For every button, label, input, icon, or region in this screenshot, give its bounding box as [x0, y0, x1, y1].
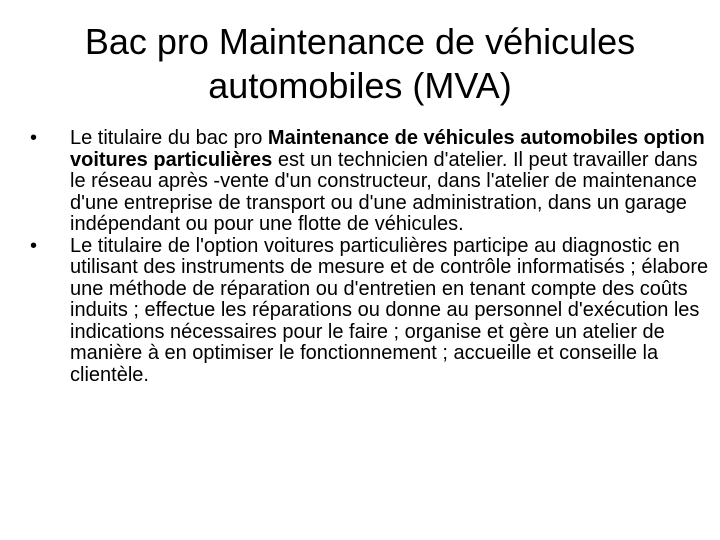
bullet-icon: •	[30, 127, 38, 149]
bullet-1-text-after: est un technicien d'atelier. Il peut travailler dans le réseau après -vente d'un constructeur, dans l'atelier de maintenance d'une entreprise de transport ou d'une administration, dans un garage indépendant ou pour une flotte de véhicules.	[70, 148, 698, 235]
bullet-1-text-before: Le titulaire du bac pro	[70, 127, 268, 149]
slide-title-line-1: Bac pro Maintenance de véhicules	[84, 21, 636, 62]
bullet-list	[26, 128, 710, 386]
bullet-2-text: Le titulaire de l'option voitures particulières participe au diagnostic en utilisant des instruments de mesure et de contrôle informatisés ; élabore une méthode de réparation ou d'entretien en tenant compte des coûts induits ; effectue les réparations ou donne au personnel d'exécution les indications nécessaires pour le faire ; organise et gère un atelier de manière à en optimiser le fonctionnement ; accueille et conseille la clientèle.	[70, 234, 709, 386]
slide-title	[36, 20, 684, 108]
bullet-item-1	[26, 128, 710, 236]
bullet-icon: •	[30, 234, 38, 257]
bullet-item-2	[26, 236, 710, 387]
slide-title-line-2: automobiles (MVA)	[208, 65, 512, 106]
bullet-1-bold-text: Maintenance de véhicules automobiles option voitures particulières	[70, 127, 705, 171]
